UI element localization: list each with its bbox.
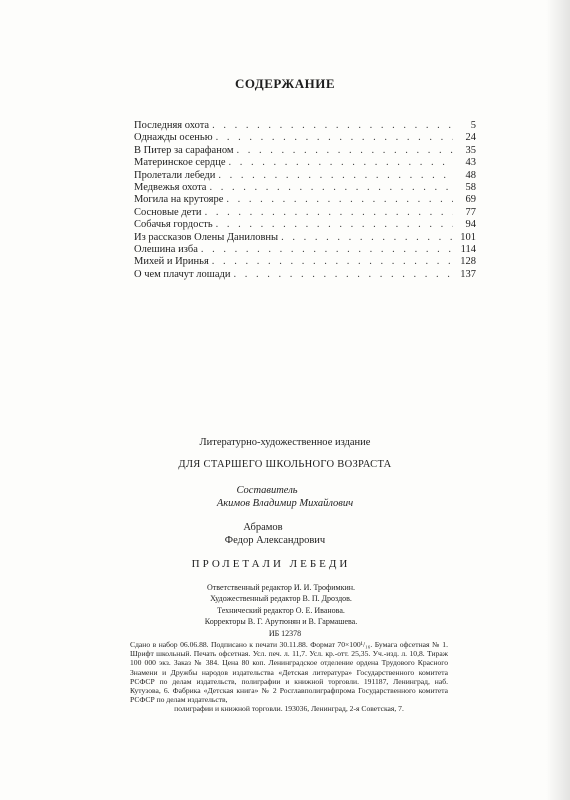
toc-leader-dots [216,132,453,144]
staff-line: Технический редактор О. Е. Иванова. [217,605,345,615]
toc-entry-title: Олешина изба [134,244,198,256]
toc-entry-page: 24 [465,132,476,144]
ib-number: ИБ 12378 [268,629,302,638]
toc-entry-title: Материнское сердце [134,157,226,169]
toc-entry-title: Из рассказов Олены Даниловны [134,231,279,243]
toc-entry-page: 58 [465,182,476,194]
toc-entry-title: Михей и Иринья [134,256,209,268]
toc-entry [134,120,476,132]
toc-entry-page: 69 [465,194,476,206]
book-title: ПРОЛЕТАЛИ ЛЕБЕДИ [191,558,351,570]
toc-entry-title: Сосновые дети [134,206,202,218]
toc-entry-title: Пролетали лебеди [134,169,216,181]
toc-entry-page: 43 [465,157,476,169]
toc-entry-page: 5 [470,120,476,131]
page-edge-shadow [546,0,570,800]
toc-entry [134,269,476,281]
toc-entry-page: 35 [465,144,476,156]
toc-entry-page: 137 [460,268,476,280]
colophon-last-line: полиграфии и книжной торговли. 193036, Ленинград, 2-я Советская, 7. [174,704,404,714]
toc-leader-dots [218,170,453,182]
toc-leader-dots [237,145,453,157]
toc-entry-page: 128 [460,256,476,268]
staff-line: Ответственный редактор И. И. Трофимкин. [206,583,356,592]
toc-entry-title: В Питер за сарафаном [134,144,234,156]
toc-leader-dots [201,244,453,256]
staff-line: Художественный редактор В. П. Дроздов. [210,594,352,604]
toc-entry [134,145,476,157]
toc-entry-title: Могила на крутояре [134,194,224,206]
toc-entry [134,157,476,169]
toc-entry [134,170,476,182]
toc-entry-page: 114 [460,244,476,256]
series-line: ДЛЯ СТАРШЕГО ШКОЛЬНОГО ВОЗРАСТА [178,459,392,470]
editorial-staff [0,582,566,627]
genre-line: Литературно-художественное издание [199,437,371,448]
toc-entry-page: 94 [465,219,476,231]
toc-leader-dots [205,207,453,219]
toc-entry [134,207,476,219]
toc-leader-dots [209,182,453,194]
toc-leader-dots [212,120,453,132]
toc-leader-dots [226,194,453,206]
toc-entry-title: Медвежья охота [134,182,207,194]
toc-entry-title: Собачья гордость [134,219,213,231]
toc-entry-page: 48 [465,169,476,181]
staff-line: Корректоры В. Г. Арутюнян и В. Гармашева. [204,616,358,626]
toc-heading: СОДЕРЖАНИЕ [234,76,336,91]
toc-leader-dots [229,157,453,169]
toc-entry [134,132,476,144]
compiler-name: Акимов Владимир Михайлович [216,498,354,509]
toc-leader-dots [281,232,453,244]
colophon [130,640,448,714]
toc-entry-page: 101 [460,231,476,243]
toc-entry-page: 77 [465,206,476,218]
toc-entry [134,256,476,268]
toc-entry [134,244,476,256]
toc-entry-title: О чем плачут лошади [134,268,231,280]
toc-entry-title: Однажды осенью [134,132,213,144]
toc-leader-dots [216,219,453,231]
author-given-names: Федор Александрович [224,535,326,546]
toc-entry [134,219,476,231]
toc-entry [134,194,476,206]
colophon-text: Сдано в набор 06.06.88. Подписано к печати 30.11.88. Формат 70×100¹/₁₆. Бумага офсетная № 1. Шрифт школьный. Печать офсетная. Усл. печ. л. 11,7. Усл. кр.-отт. 25,35. Уч.-изд. л. 10,8. Тираж 100 000 экз. Заказ № 384. Цена 80 коп. Ленинградское отделение ордена Трудового Красного Знамени и Дружбы народов издательства «Детская литература» Государственного комитета РСФСР по делам издательств, полиграфии и книжной торговли. 191187, Ленинград, наб. Кутузова, 6. Фабрика «Детская книга» № 2 Росглавполиграфпрома Государственного комитета РСФСР по делам издательств, [130,640,448,705]
compiler-label: Составитель [236,485,298,496]
author-surname: Абрамов [243,522,283,533]
toc-entry [134,182,476,194]
table-of-contents [134,120,476,281]
toc-leader-dots [212,256,453,268]
toc-leader-dots [233,269,453,281]
toc-entry [134,232,476,244]
toc-entry-title: Последняя охота [134,120,210,131]
